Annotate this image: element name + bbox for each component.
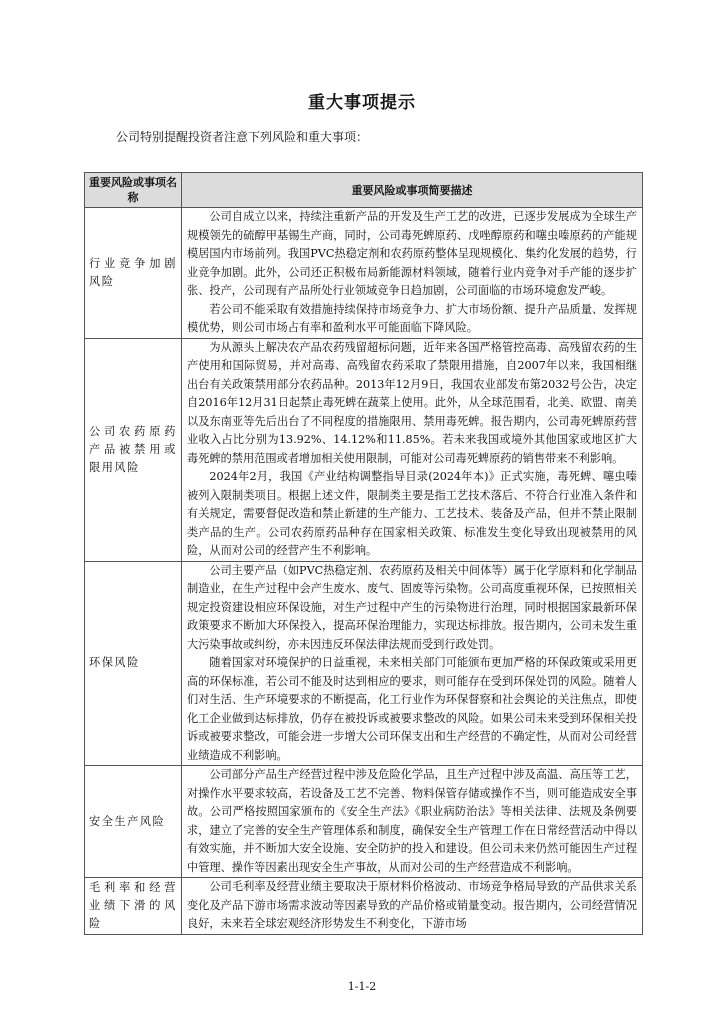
risk-name: 安全生产风险 [85,766,182,878]
description-paragraph: 随着国家对环境保护的日益重视，未来相关部门可能颁布更加严格的环保政策或采用更高的环保标准，若公司不能及时达到相应的要求，则可能存在受到环保处罚的风险。随着人们对生活、生产环境要求的不断提高，化工行业作为环保督察和社会舆论的关注焦点，即使化工企业做到达标排放，仍存在被投诉或被要求整改的风险。如果公司未来受到环保相关投诉或被要求整改，可能会进一步增大公司环保支出和生产经营的不确定性，从而对公司经营业绩造成不利影响。 [187,656,637,762]
table-header-row [85,173,643,208]
risk-name: 环保风险 [85,561,182,766]
risk-description [182,338,643,561]
description-paragraph: 公司自成立以来，持续注重新产品的开发及生产工艺的改进，已逐步发展成为全球生产规模领先的硫醇甲基锡生产商，同时，公司毒死蜱原药、戊唑醇原药和噻虫嗪原药的产能规模居国内市场前列。我国PVC热稳定剂和农药原药整体呈现规模化、集约化发展的趋势，行业竞争加剧。此外，公司还正积极布局新能源材料领域，随着行业内竞争对手产能的逐步扩张、投产，公司现有产品所处行业领域竞争日趋加剧，公司面临的市场环境愈发严峻。 [187,210,637,297]
description-paragraph: 公司毛利率及经营业绩主要取决于原材料价格波动、市场竞争格局导致的产品供求关系变化及产品下游市场需求波动等因素导致的产品价格或销量变动。报告期内，公司经营情况良好，未来若全球宏观经济形势发生不利变化，下游市场 [187,880,637,930]
description-paragraph: 2024年2月，我国《产业结构调整指导目录(2024年本)》正式实施，毒死蜱、噻虫嗪被列入限制类项目。根据上述文件，限制类主要是指工艺技术落后、不符合行业准入条件和有关规定，需要督促改造和禁止新建的生产能力、工艺技术、装备及产品，但并不禁止限制类产品的生产。公司农药原药品种存在国家相关政策、标准发生变化导致出现被禁用的风险，从而对公司的经营产生不利影响。 [187,470,637,557]
intro-text: 公司特别提醒投资者注意下列风险和重大事项： [116,130,369,144]
header-risk-name: 重要风险或事项名称 [85,173,182,208]
table-row [85,878,643,935]
risk-name: 毛利率和经营业绩下滑的风险 [85,878,182,935]
header-risk-description: 重要风险或事项简要描述 [182,173,643,208]
risk-description [182,561,643,766]
risk-description [182,208,643,339]
description-paragraph: 为从源头上解决农产品农药残留超标问题，近年来各国严格管控高毒、高残留农药的生产使用和国际贸易，并对高毒、高残留农药采取了禁限用措施，自2007年以来，我国相继出台有关政策禁用部分农药品种。2013年12月9日，我国农业部发布第2032号公告，决定自2016年12月31日起禁止毒死蜱在蔬菜上使用。此外，从全球范围看，北美、欧盟、南美以及东南亚等先后出台了不同程度的措施限用、禁用毒死蜱。报告期内，公司毒死蜱原药营业收入占比分别为13.92%、14.12%和11.85%。若未来我国或境外其他国家或地区扩大毒死蜱的禁用范围或者增加相关使用限制，可能对公司毒死蜱原药的销售带来不利影响。 [187,340,637,465]
table-row [85,338,643,561]
description-paragraph: 公司部分产品生产经营过程中涉及危险化学品，且生产过程中涉及高温、高压等工艺，对操作水平要求较高，若设备及工艺不完善、物料保管存储或操作不当，则可能造成安全事故。公司严格按照国家颁布的《安全生产法》《职业病防治法》等相关法律、法规及条例要求，建立了完善的安全生产管理体系和制度，确保安全生产管理工作在日常经营活动中得以有效实施，并不断加大安全设施、安全防护的投入和建设。但公司未来仍然可能因生产过程中管理、操作等因素出现安全生产事故，从而对公司的生产经营造成不利影响。 [187,768,637,874]
page-title: 重大事项提示 [308,93,416,113]
table-row [85,766,643,878]
page-number: 1-1-2 [347,980,377,993]
risk-table [84,172,643,935]
description-paragraph: 公司主要产品（如PVC热稳定剂、农药原药及相关中间体等）属于化学原料和化学制品制造业，在生产过程中会产生废水、废气、固废等污染物。公司高度重视环保，已按照相关规定投资建设相应环保设施，对生产过程中产生的污染物进行治理，同时根据国家最新环保政策要求不断加大环保投入，提高环保治理能力，实现达标排放。报告期内，公司未发生重大污染事故或纠纷，亦未因违反环保法律法规而受到行政处罚。 [187,563,637,651]
table-row [85,561,643,766]
table-row [85,208,643,339]
description-paragraph: 若公司不能采取有效措施持续保持市场竞争力、扩大市场份额、提升产品质量、发挥规模优势，则公司市场占有率和盈利水平可能面临下降风险。 [187,302,637,334]
risk-description [182,878,643,935]
risk-name: 公司农药原药产品被禁用或限用风险 [85,338,182,561]
risk-name: 行业竞争加剧风险 [85,208,182,339]
risk-description [182,766,643,878]
